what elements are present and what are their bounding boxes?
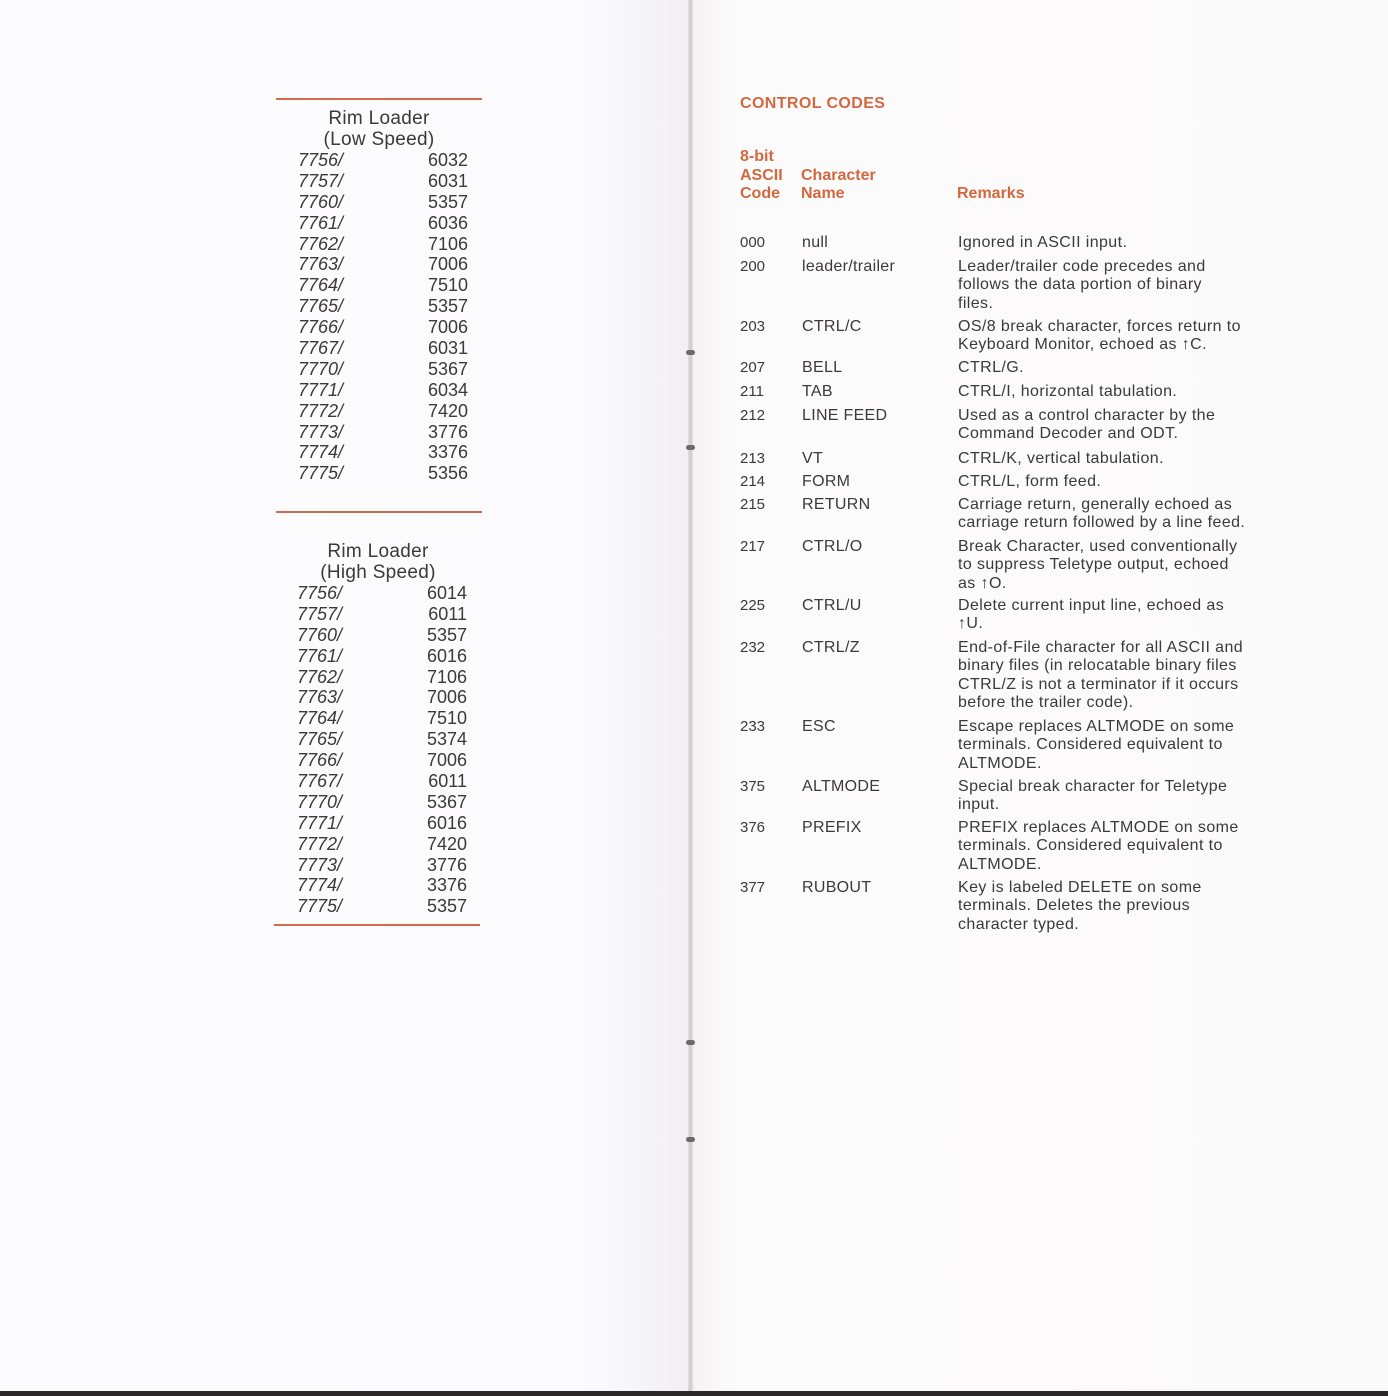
- staple-mark: [686, 350, 695, 355]
- code-cell: 207: [740, 359, 766, 376]
- address-cell: 7767/: [298, 338, 344, 359]
- remark-line: OS/8 break character, forces return to: [958, 318, 1241, 335]
- character-name-cell: CTRL/U: [802, 597, 862, 614]
- remark-line: CTRL/L, form feed.: [958, 473, 1102, 490]
- staple-mark: [686, 1040, 695, 1045]
- address-cell: 7770/: [297, 791, 343, 812]
- remarks-cell: [958, 258, 1318, 313]
- remark-line: CTRL/I, horizontal tabulation.: [958, 383, 1178, 400]
- value-cell: 6011: [428, 603, 467, 624]
- table-subtitle: (Low Speed): [323, 129, 435, 150]
- header-line: Character: [801, 166, 876, 184]
- table-row: [276, 380, 482, 401]
- code-cell: 377: [740, 879, 766, 896]
- staple-mark: [686, 445, 695, 450]
- address-cell: 7770/: [298, 358, 344, 379]
- code-cell: 211: [740, 383, 764, 400]
- table-row: [275, 834, 481, 855]
- table-row: [275, 792, 481, 813]
- remarks-cell: [958, 473, 1318, 491]
- remark-line: to suppress Teletype output, echoed: [958, 556, 1229, 574]
- value-cell: 7420: [426, 833, 467, 854]
- value-cell: 5357: [427, 191, 468, 212]
- page-bottom-edge: [0, 1391, 1388, 1396]
- value-cell: 7006: [426, 687, 467, 708]
- character-name-cell: LINE FEED: [802, 407, 888, 424]
- remark-line: ↑U.: [958, 615, 984, 633]
- address-cell: 7757/: [298, 170, 344, 191]
- table-row: [275, 583, 481, 604]
- value-cell: 7510: [426, 708, 467, 729]
- rim-loader-high-speed-table: [275, 540, 481, 917]
- address-cell: 7775/: [297, 896, 343, 917]
- table-title: Rim Loader: [327, 541, 429, 562]
- address-cell: 7762/: [297, 666, 343, 687]
- table-subtitle: (High Speed): [320, 562, 436, 583]
- remarks-cell: [958, 359, 1318, 377]
- remark-line: Ignored in ASCII input.: [958, 234, 1128, 251]
- rim-bottom-rule: [274, 924, 480, 926]
- code-cell: 376: [740, 819, 766, 836]
- header-line: Name: [801, 185, 845, 202]
- code-cell: 214: [740, 473, 766, 490]
- value-cell: 3776: [427, 421, 468, 442]
- remark-line: input.: [958, 796, 1000, 814]
- address-cell: 7762/: [298, 233, 344, 254]
- table-row: [275, 750, 481, 771]
- remark-line: before the trailer code).: [958, 693, 1134, 711]
- remarks-cell: [958, 450, 1318, 468]
- value-cell: 6031: [427, 170, 468, 191]
- table-row: [275, 625, 481, 646]
- address-cell: 7774/: [298, 442, 344, 463]
- remarks-cell: [958, 234, 1318, 252]
- remark-line: terminals. Considered equivalent to: [958, 736, 1223, 754]
- table-row: [276, 234, 482, 255]
- value-cell: 5356: [427, 463, 468, 484]
- table-row: [275, 687, 481, 708]
- character-name-cell: FORM: [802, 473, 851, 490]
- table-row: [276, 359, 482, 380]
- table-row: [275, 855, 481, 876]
- code-cell: 215: [740, 496, 766, 513]
- character-name-cell: ESC: [802, 718, 836, 735]
- value-cell: 6032: [427, 150, 468, 170]
- remarks-cell: [958, 819, 1318, 874]
- table-top-rule: [276, 98, 482, 100]
- value-cell: 6036: [427, 212, 468, 233]
- value-cell: 6034: [427, 379, 468, 400]
- value-cell: 3376: [426, 875, 467, 896]
- table-row: [275, 646, 481, 667]
- code-cell: 203: [740, 318, 766, 335]
- remarks-cell: [958, 778, 1318, 815]
- table-row: [276, 275, 482, 296]
- code-column-header: [740, 148, 783, 204]
- name-column-header: [801, 167, 876, 204]
- table-row: [275, 875, 481, 896]
- remarks-cell: [958, 597, 1318, 634]
- code-cell: 233: [740, 718, 766, 735]
- table-row: [275, 604, 481, 625]
- remark-line: Key is labeled DELETE on some: [958, 879, 1202, 896]
- value-cell: 6014: [426, 583, 467, 603]
- remark-line: Command Decoder and ODT.: [958, 425, 1179, 443]
- address-cell: 7760/: [298, 191, 344, 212]
- character-name-cell: TAB: [802, 383, 833, 400]
- address-cell: 7765/: [298, 296, 344, 317]
- table-row: [276, 401, 482, 422]
- remark-line: CTRL/G.: [958, 359, 1024, 376]
- header-line: Code: [740, 185, 780, 202]
- remark-line: Carriage return, generally echoed as: [958, 496, 1233, 513]
- remark-line: Escape replaces ALTMODE on some: [958, 718, 1235, 735]
- remark-line: terminals. Considered equivalent to: [958, 837, 1223, 855]
- table-row: [276, 296, 482, 317]
- table-row: [275, 667, 481, 688]
- address-cell: 7771/: [297, 812, 343, 833]
- remark-line: carriage return followed by a line feed.: [958, 514, 1246, 532]
- value-cell: 7006: [427, 254, 468, 275]
- value-cell: 7510: [427, 275, 468, 296]
- code-cell: 232: [740, 639, 766, 656]
- rim-divider: [276, 511, 482, 513]
- value-cell: 7006: [427, 317, 468, 338]
- character-name-cell: null: [802, 234, 829, 251]
- remark-line: Keyboard Monitor, echoed as ↑C.: [958, 336, 1207, 354]
- table-row: [276, 463, 482, 484]
- table-rows: [275, 583, 481, 917]
- character-name-cell: leader/trailer: [802, 258, 896, 275]
- table-row: [276, 422, 482, 443]
- value-cell: 5367: [427, 358, 468, 379]
- character-name-cell: BELL: [802, 359, 843, 376]
- character-name-cell: CTRL/O: [802, 538, 863, 555]
- value-cell: 7420: [427, 400, 468, 421]
- remark-line: Leader/trailer code precedes and: [958, 258, 1206, 275]
- address-cell: 7766/: [298, 317, 344, 338]
- table-divider-rule: [276, 511, 482, 513]
- remarks-cell: [958, 496, 1318, 533]
- table-row: [276, 338, 482, 359]
- character-name-cell: RETURN: [802, 496, 871, 513]
- character-name-cell: VT: [802, 450, 824, 467]
- remark-line: Used as a control character by the: [958, 407, 1216, 424]
- binding-gutter: [688, 0, 693, 1396]
- rim-loader-low-speed-table: [276, 98, 482, 484]
- remark-line: character typed.: [958, 915, 1080, 933]
- control-codes-heading: CONTROL CODES: [740, 95, 886, 112]
- value-cell: 6011: [428, 771, 467, 792]
- table-row: [276, 192, 482, 213]
- address-cell: 7757/: [297, 603, 343, 624]
- remark-line: Break Character, used conventionally: [958, 538, 1238, 555]
- character-name-cell: CTRL/Z: [802, 639, 860, 656]
- remark-line: End-of-File character for all ASCII and: [958, 639, 1244, 656]
- character-name-cell: CTRL/C: [802, 318, 862, 335]
- table-row: [276, 171, 482, 192]
- remark-line: as ↑O.: [958, 574, 1007, 592]
- table-row: [276, 150, 482, 171]
- value-cell: 5357: [426, 896, 467, 917]
- character-name-cell: PREFIX: [802, 819, 862, 836]
- value-cell: 7106: [427, 233, 468, 254]
- address-cell: 7763/: [298, 254, 344, 275]
- value-cell: 6016: [426, 812, 467, 833]
- address-cell: 7756/: [298, 150, 344, 170]
- remark-line: Special break character for Teletype: [958, 778, 1228, 795]
- address-cell: 7763/: [297, 687, 343, 708]
- address-cell: 7773/: [298, 421, 344, 442]
- address-cell: 7764/: [298, 275, 344, 296]
- value-cell: 5357: [426, 624, 467, 645]
- staple-mark: [686, 1137, 695, 1142]
- code-cell: 000: [740, 234, 766, 251]
- table-row: [275, 708, 481, 729]
- remarks-column-header: Remarks: [957, 185, 1025, 202]
- address-cell: 7772/: [298, 400, 344, 421]
- remark-line: PREFIX replaces ALTMODE on some: [958, 819, 1239, 836]
- address-cell: 7766/: [297, 750, 343, 771]
- remarks-cell: [958, 318, 1318, 355]
- table-row: [275, 813, 481, 834]
- address-cell: 7774/: [297, 875, 343, 896]
- table-row: [276, 213, 482, 234]
- code-cell: 375: [740, 778, 766, 795]
- code-cell: 217: [740, 538, 766, 555]
- address-cell: 7765/: [297, 729, 343, 750]
- address-cell: 7772/: [297, 833, 343, 854]
- value-cell: 5374: [426, 729, 467, 750]
- remarks-cell: [958, 538, 1318, 593]
- remark-line: binary files (in relocatable binary files: [958, 657, 1237, 675]
- remarks-cell: [958, 879, 1318, 934]
- table-row: [275, 771, 481, 792]
- table-row: [275, 729, 481, 750]
- value-cell: 7106: [426, 666, 467, 687]
- value-cell: 7006: [426, 750, 467, 771]
- address-cell: 7761/: [298, 212, 344, 233]
- table-row: [276, 317, 482, 338]
- remark-line: CTRL/K, vertical tabulation.: [958, 450, 1164, 467]
- code-cell: 212: [740, 407, 766, 424]
- table-bottom-rule: [274, 924, 480, 926]
- value-cell: 3376: [427, 442, 468, 463]
- remarks-cell: [958, 639, 1318, 712]
- value-cell: 3776: [426, 854, 467, 875]
- remark-line: ALTMODE.: [958, 754, 1042, 772]
- code-cell: 213: [740, 450, 766, 467]
- remarks-cell: [958, 407, 1318, 444]
- table-row: [275, 896, 481, 917]
- remark-line: follows the data portion of binary: [958, 276, 1202, 294]
- remarks-cell: [958, 383, 1318, 401]
- value-cell: 6031: [427, 338, 468, 359]
- value-cell: 6016: [426, 645, 467, 666]
- address-cell: 7773/: [297, 854, 343, 875]
- remarks-cell: [958, 718, 1318, 773]
- remark-line: CTRL/Z is not a terminator if it occurs: [958, 675, 1239, 693]
- code-cell: 200: [740, 258, 766, 275]
- code-cell: 225: [740, 597, 766, 614]
- character-name-cell: ALTMODE: [802, 778, 881, 795]
- address-cell: 7760/: [297, 624, 343, 645]
- character-name-cell: RUBOUT: [802, 879, 872, 896]
- table-row: [276, 442, 482, 463]
- table-rows: [276, 150, 482, 484]
- address-cell: 7767/: [297, 771, 343, 792]
- table-title: Rim Loader: [328, 108, 430, 129]
- address-cell: 7771/: [298, 379, 344, 400]
- value-cell: 5357: [427, 296, 468, 317]
- remark-line: Delete current input line, echoed as: [958, 597, 1225, 614]
- remark-line: terminals. Deletes the previous: [958, 897, 1191, 915]
- address-cell: 7756/: [297, 583, 343, 603]
- address-cell: 7764/: [297, 708, 343, 729]
- remark-line: ALTMODE.: [958, 855, 1042, 873]
- header-line: ASCII: [740, 166, 783, 184]
- address-cell: 7775/: [298, 463, 344, 484]
- header-line: 8-bit: [740, 148, 774, 165]
- address-cell: 7761/: [297, 645, 343, 666]
- table-row: [276, 254, 482, 275]
- remark-line: files.: [958, 294, 994, 312]
- value-cell: 5367: [426, 791, 467, 812]
